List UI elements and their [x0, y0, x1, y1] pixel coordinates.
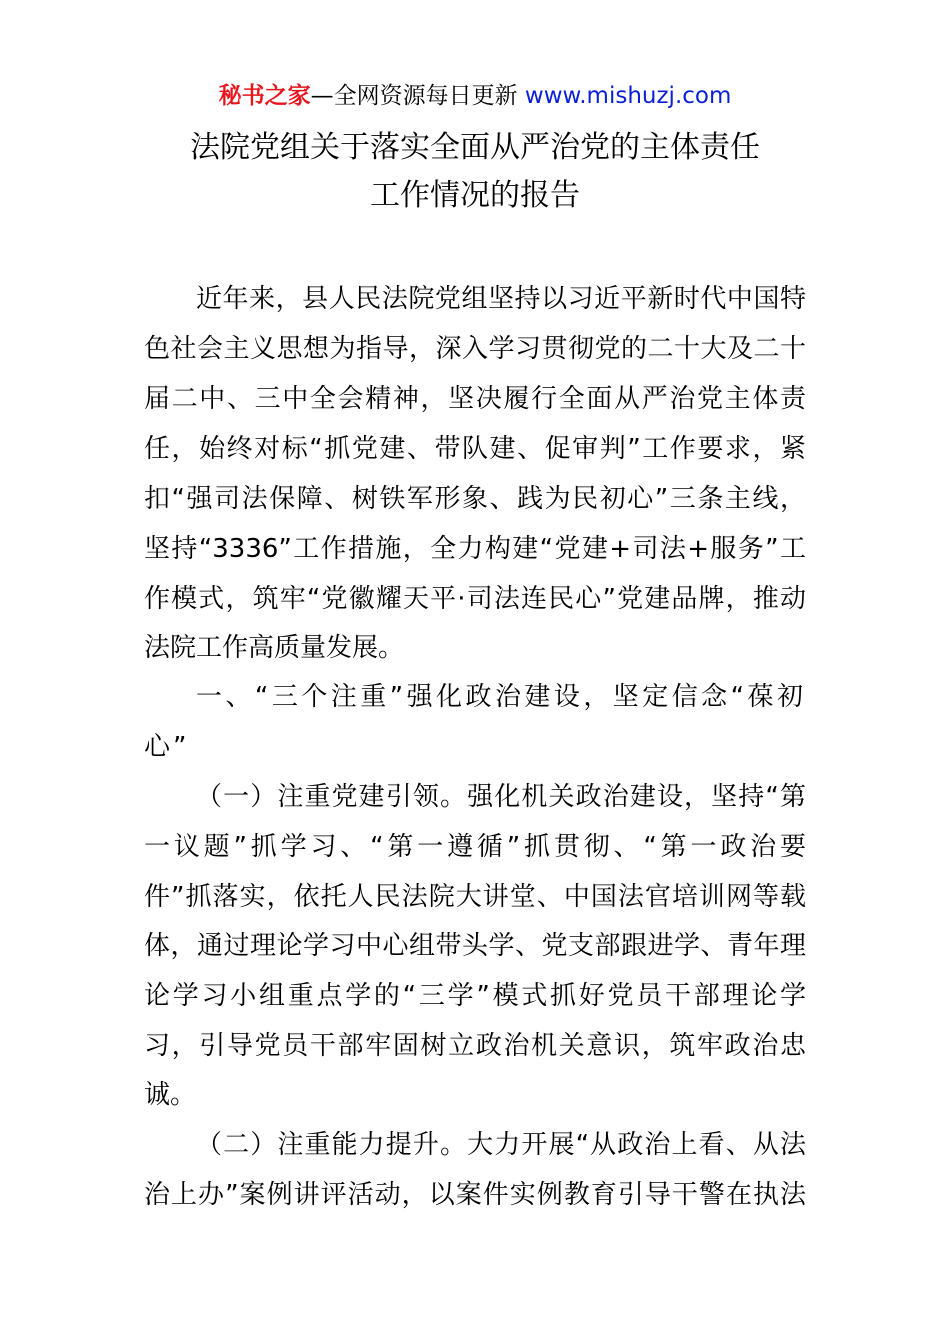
body-line: 治上办”案例讲评活动，以案件实例教育引导干警在执法: [144, 1180, 806, 1210]
body-line: 诚。: [144, 1080, 197, 1110]
body-line: 坚持“3336”工作措施，全力构建“党建+司法+服务”工: [144, 534, 806, 564]
site-brand: 秘书之家: [218, 83, 311, 109]
document-title-line-1: 法院党组关于落实全面从严治党的主体责任: [190, 130, 760, 165]
body-line: 件”抓落实，依托人民法院大讲堂、中国法官培训网等载: [144, 882, 806, 912]
body-line: 一议题”抓学习、“第一遵循”抓贯彻、“第一政治要: [144, 832, 806, 862]
body-line: 作模式，筑牢“党徽耀天平·司法连民心”党建品牌，推动: [144, 584, 806, 614]
body-line: 扣“强司法保障、树铁军形象、践为民初心”三条主线，: [144, 484, 806, 514]
site-url-link[interactable]: www.mishuzj.com: [524, 83, 732, 109]
body-line: 任，始终对标“抓党建、带队建、促审判”工作要求，紧: [144, 434, 806, 464]
document-title-line-2: 工作情况的报告: [370, 178, 580, 213]
body-line: 近年来，县人民法院党组坚持以习近平新时代中国特: [196, 284, 806, 314]
body-line: 体，通过理论学习中心组带头学、党支部跟进学、青年理: [144, 931, 806, 961]
body-line: 法院工作高质量发展。: [144, 633, 405, 663]
section-heading: 一、“三个注重”强化政治建设，坚定信念“葆初: [196, 682, 806, 712]
body-line: （二）注重能力提升。大力开展“从政治上看、从法: [196, 1130, 806, 1160]
body-line: 习，引导党员干部牢固树立政治机关意识，筑牢政治忠: [144, 1031, 806, 1061]
site-header: [0, 80, 950, 112]
body-line: （一）注重党建引领。强化机关政治建设，坚持“第: [196, 782, 806, 812]
body-line: 论学习小组重点学的“三学”模式抓好党员干部理论学: [144, 981, 806, 1011]
body-line: 色社会主义思想为指导，深入学习贯彻党的二十大及二十: [144, 334, 806, 364]
site-tagline: —全网资源每日更新: [310, 83, 518, 109]
body-line: 届二中、三中全会精神，坚决履行全面从严治党主体责: [144, 384, 806, 414]
section-heading-continued: 心”: [144, 732, 190, 762]
